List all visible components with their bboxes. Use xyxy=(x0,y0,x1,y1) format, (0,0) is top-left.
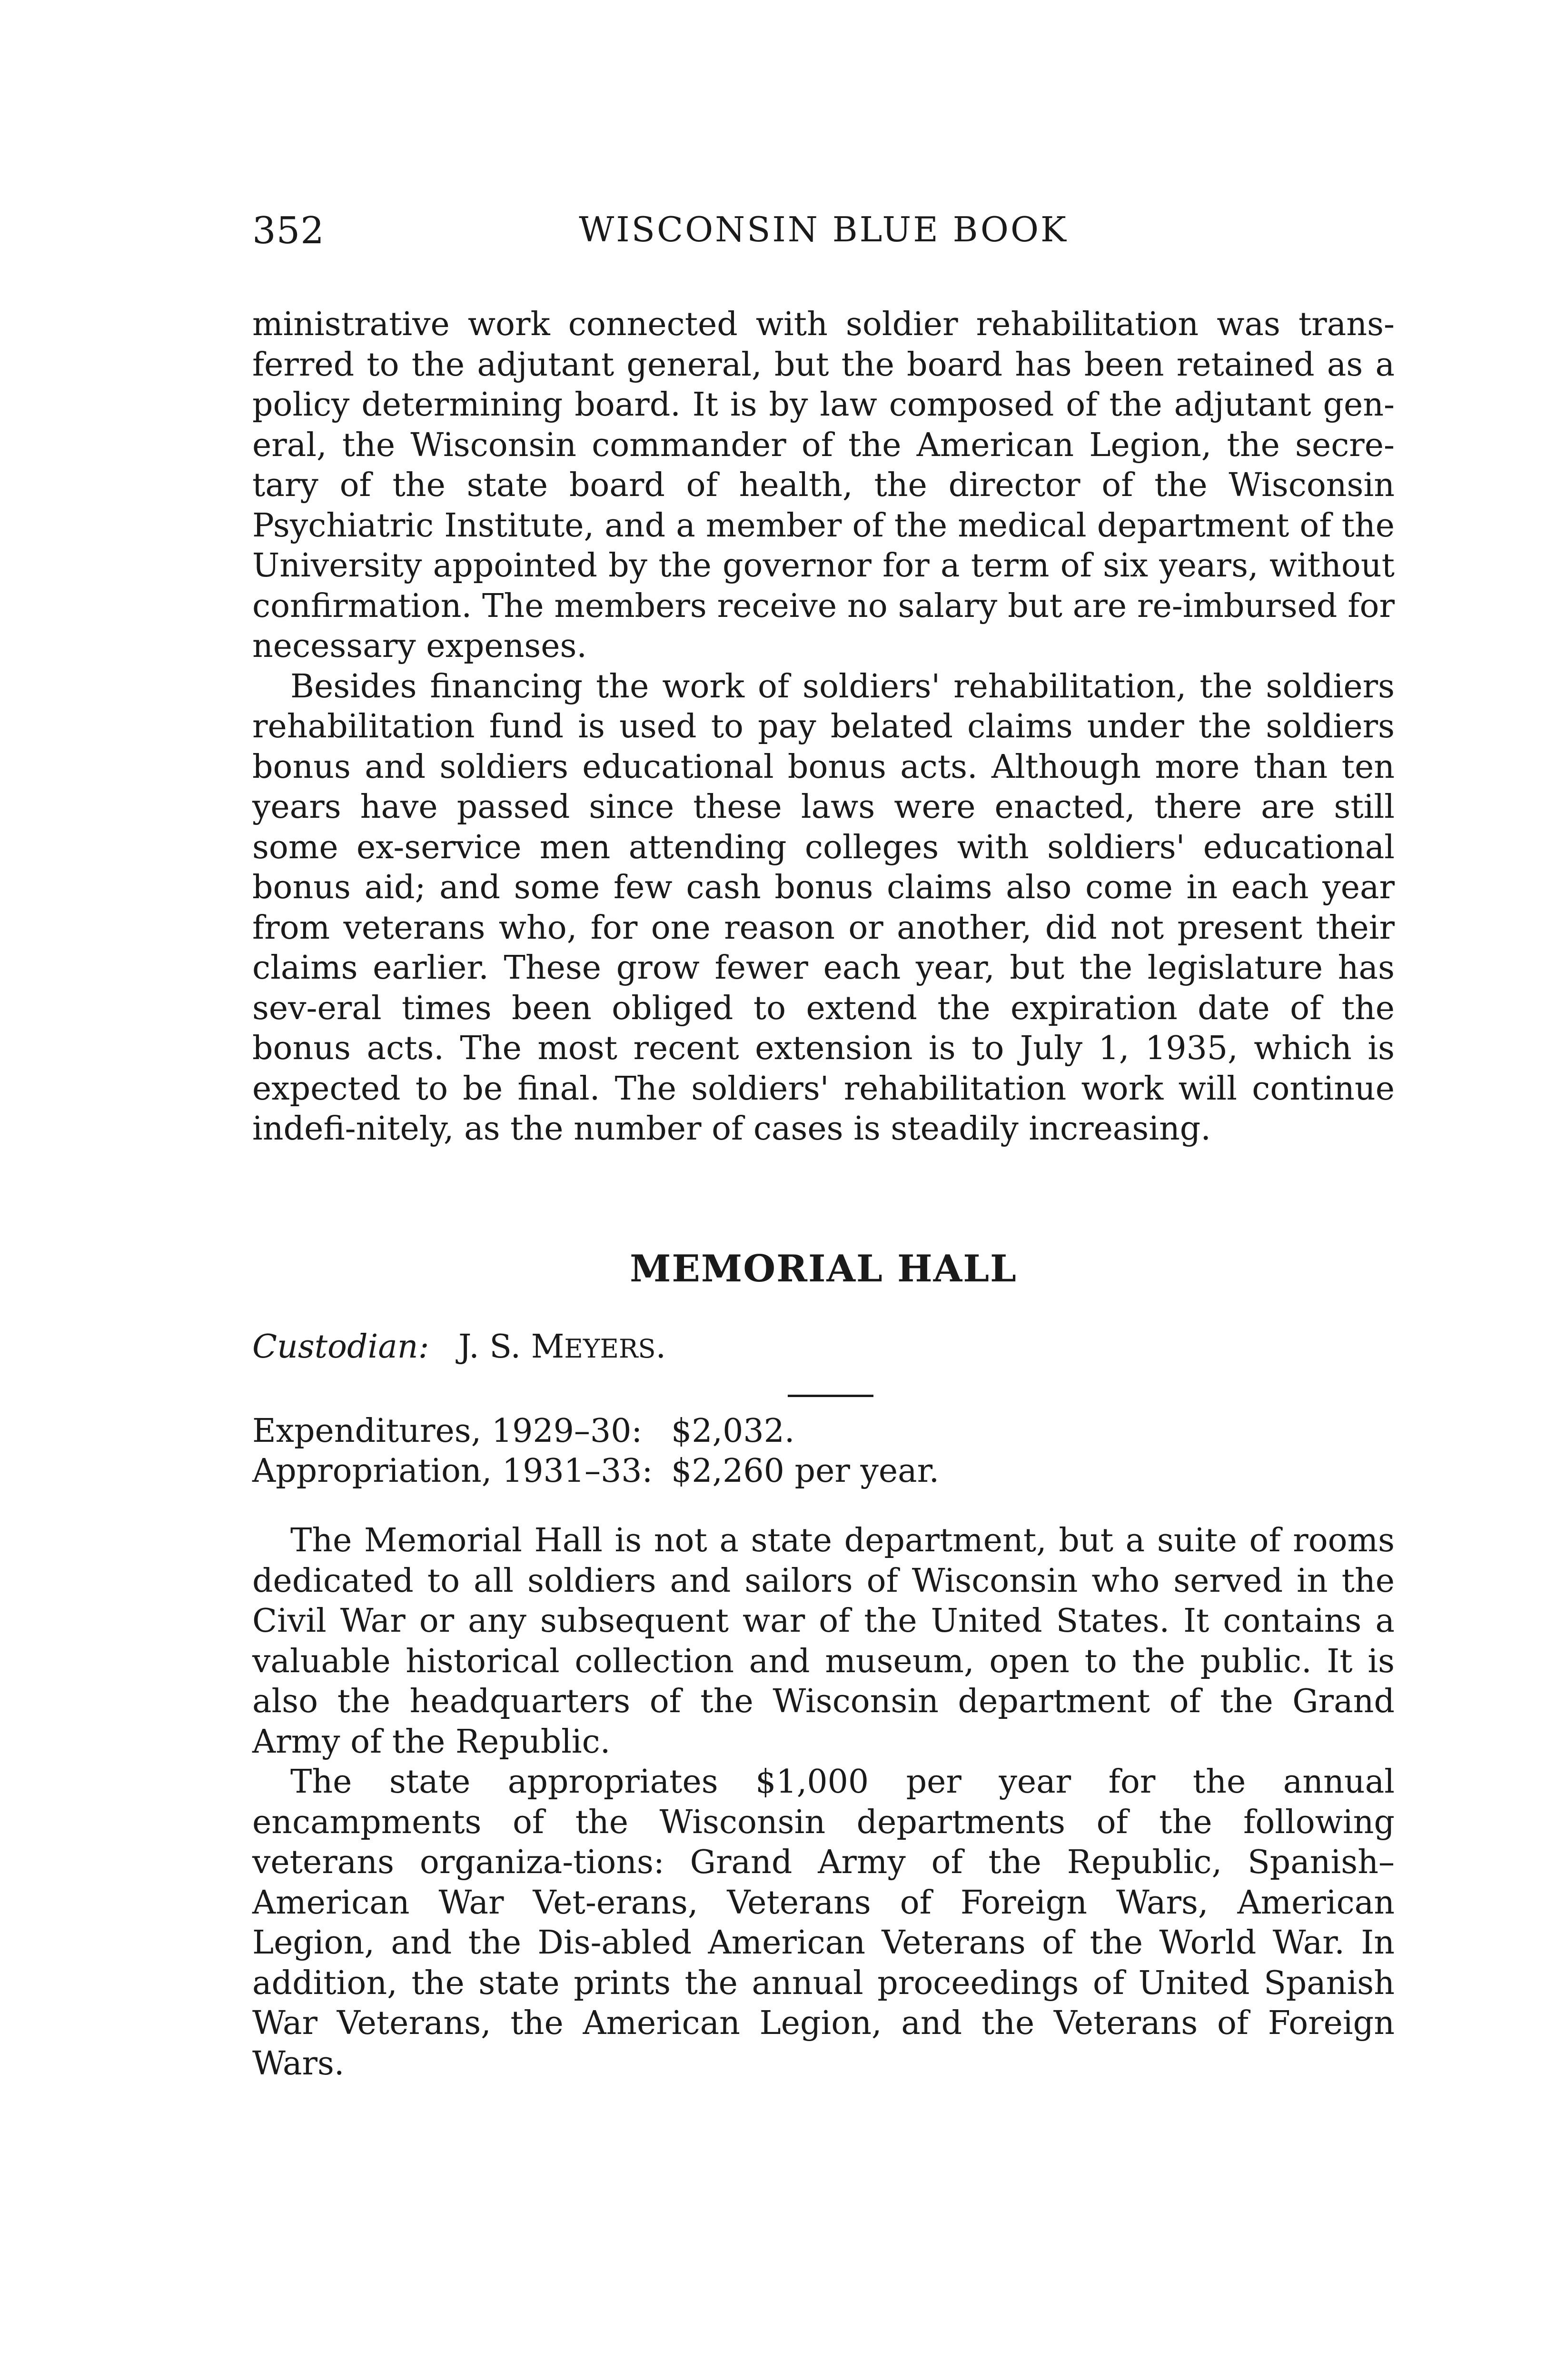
custodian-initials: J. S. xyxy=(458,1328,521,1366)
page-number: 352 xyxy=(252,209,325,252)
running-title: WISCONSIN BLUE BOOK xyxy=(579,209,1068,249)
paragraph: The Memorial Hall is not a state department, but a suite of rooms dedicated to all soldiers and sailors of Wisconsin who served in the Civil War or any subsequent war of the United States. It contains a valuable historical collection and museum, open to the public. It is also the headquarters of the Wisconsin department of the Grand Army of the Republic. xyxy=(252,1522,1395,1761)
expenditures-row xyxy=(252,1411,939,1451)
custodian-name xyxy=(458,1328,666,1366)
appropriation-label: Appropriation, 1931–33: xyxy=(252,1452,653,1490)
section-rule xyxy=(788,1395,873,1397)
expenditures-label: Expenditures, 1929–30: xyxy=(252,1412,643,1450)
custodian-surname-initial: M xyxy=(531,1328,565,1366)
custodian-surname-rest: EYERS xyxy=(564,1334,656,1364)
paragraph: The state appropriates $1,000 per year for the annual encampments of the Wisconsin departments of the following veterans organiza-tions: Grand Army of the Republic, Spanish–American War Vet-erans, Veterans of Foreign Wars, American Legion, and the Dis-abled American Veterans of the World War. In addition, the state prints the annual proceedings of United Spanish War Veterans, the American Legion, and the Veterans of Foreign Wars. xyxy=(252,1763,1395,2082)
memorial-hall-text xyxy=(252,1521,1395,2084)
finance-lines xyxy=(252,1411,939,1491)
paragraph: Besides financing the work of soldiers' rehabilitation, the soldiers rehabilitation fund is used to pay belated claims under the soldiers bonus and soldiers educational bonus acts. Although more than ten years have passed since these laws were enacted, there are still some ex-service men attending colleges with soldiers' educational bonus aid; and some few cash bonus claims also come in each year from veterans who, for one reason or another, did not present their claims earlier. These grow fewer each year, but the legislature has sev-eral times been obliged to extend the expiration date of the bonus acts. The most recent extension is to July 1, 1935, which is expected to be final. The soldiers' rehabilitation work will continue indefi-nitely, as the number of cases is steadily increasing. xyxy=(252,667,1395,1148)
expenditures-value: $2,032. xyxy=(671,1412,795,1450)
custodian-label: Custodian: xyxy=(252,1328,429,1366)
appropriation-value: $2,260 per year. xyxy=(671,1452,940,1490)
appropriation-row xyxy=(252,1451,939,1491)
section-title: MEMORIAL HALL xyxy=(630,1247,1017,1290)
running-head xyxy=(252,209,1395,267)
rehabilitation-text xyxy=(252,305,1395,1150)
custodian-line xyxy=(252,1328,666,1366)
custodian-period: . xyxy=(655,1328,666,1366)
paragraph: ministrative work connected with soldier rehabilitation was trans-ferred to the adjutant general, but the board has been retained as a policy determining board. It is by law composed of the adjutant gen-eral, the Wisconsin commander of the American Legion, the secre-tary of the state board of health, the director of the Wisconsin Psychiatric Institute, and a member of the medical department of the University appointed by the governor for a term of six years, without confirmation. The members receive no salary but are re-imbursed for necessary expenses. xyxy=(252,306,1395,665)
